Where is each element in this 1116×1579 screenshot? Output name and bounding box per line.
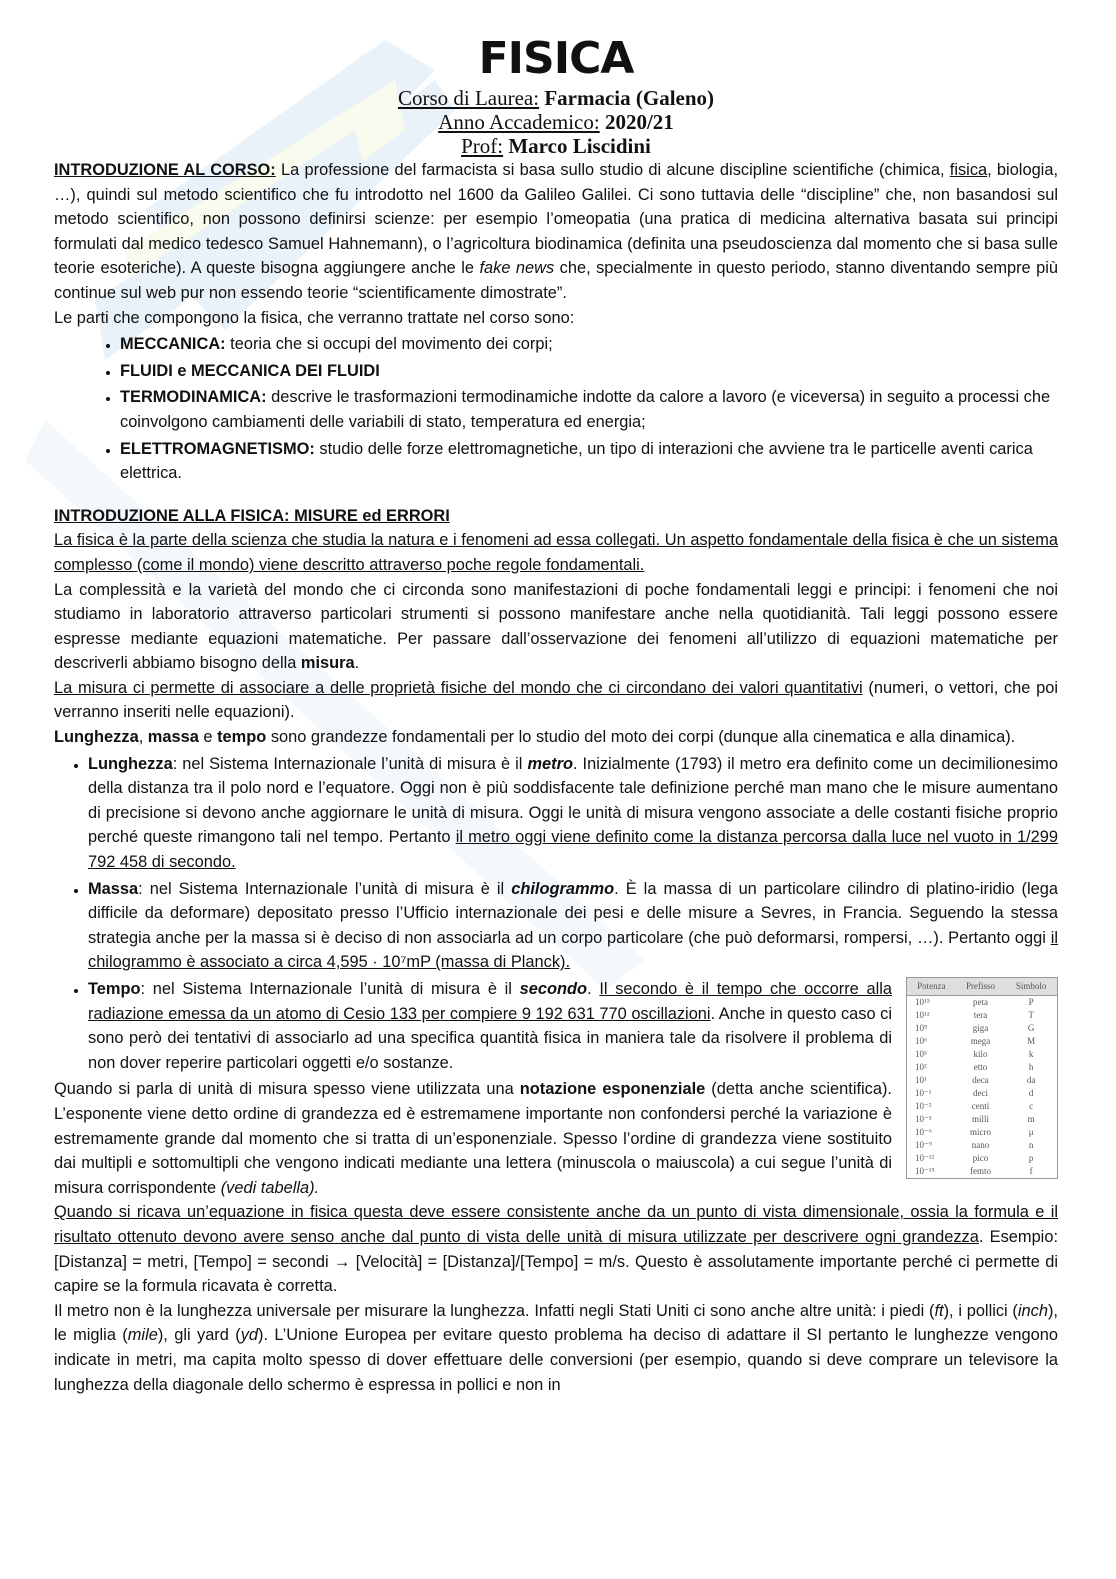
table-row xyxy=(907,1126,1057,1139)
table-cell: 10⁻¹² xyxy=(915,1153,935,1163)
tempo-term: tempo xyxy=(217,728,267,747)
page-title: FISICA xyxy=(478,33,634,84)
see-table-text: (vedi tabella). xyxy=(220,1178,320,1197)
list-item: • Tempo: nel Sistema Internazionale l’unità di misura è il secondo. Il secondo è il tempo che occorre alla radiazione emessa da un atomo di Cesio 133 per compiere 9 192 631 770 oscillazioni. Anche in questo caso ci sono però dei tentativi di associarlo ad una specifica quantità fisica in maniera tale da risolvere il problema di non dover reperire particolari oggetti e/o sostanze. xyxy=(88,977,1058,1075)
table-cell: 10³ xyxy=(915,1049,927,1059)
measurement-underlined: La misura ci permette di associare a delle proprietà fisiche del mondo che ci circondano dei valori quantitativi xyxy=(54,678,863,697)
document-page xyxy=(54,30,1058,1397)
yd-unit: yd xyxy=(240,1326,259,1345)
list-item xyxy=(120,359,1058,384)
table-cell: peta xyxy=(972,997,988,1007)
length-text: : nel Sistema Internazionale l’unità di misura è il xyxy=(172,754,528,773)
table-row xyxy=(907,996,1057,1010)
table-cell: d xyxy=(1028,1088,1034,1098)
table-cell: m xyxy=(1027,1114,1035,1124)
table-cell: deca xyxy=(972,1075,989,1085)
bullet-text: teoria che si occupi del movimento dei corpi; xyxy=(225,335,553,354)
table-cell: kilo xyxy=(973,1049,988,1059)
list-item xyxy=(120,437,1058,486)
table-cell: 10⁻¹⁵ xyxy=(915,1166,935,1176)
secondo-term: secondo xyxy=(519,980,588,998)
units-text-a: Il metro non è la lunghezza universale per misurare la lunghezza. Infatti negli Stati Uniti ci sono anche altre unità: i piedi ( xyxy=(54,1301,935,1320)
list-item xyxy=(88,752,1058,875)
table-cell: 10⁻⁹ xyxy=(915,1140,932,1150)
table-row xyxy=(907,1139,1057,1152)
table-row xyxy=(907,1035,1057,1048)
table-cell: giga xyxy=(972,1023,989,1033)
table-cell: milli xyxy=(971,1114,989,1124)
ft-unit: ft xyxy=(934,1301,944,1320)
table-body xyxy=(907,996,1057,1179)
time-term: Tempo xyxy=(88,980,141,998)
quantities-text: sono grandezze fondamentali per lo studio del moto dei corpi (dunque alla cinematica e alla dinamica). xyxy=(266,728,1016,747)
bullet-term: FLUIDI e MECCANICA DEI FLUIDI xyxy=(120,361,380,380)
table-row xyxy=(907,1100,1057,1113)
dimensional-text: . Esempio: [Distanza] = metri, [Tempo] = secondi → [Velocità] = [Distanza]/[Tempo] = m/s. Questo è assolutamente importante perché ci permette di capire se la formula ricavata è corretta. xyxy=(54,1227,1058,1296)
kilogram-definition: il chilogrammo è associato a circa 4,595 · 10⁷mP (massa di Planck). xyxy=(88,928,1058,972)
table-cell: h xyxy=(1028,1062,1034,1072)
table-cell: tera xyxy=(973,1010,988,1020)
units-text-c: ), le miglia ( xyxy=(54,1301,1058,1345)
units-text-b: ), i pollici ( xyxy=(943,1301,1018,1320)
list-item xyxy=(120,332,1058,357)
bullet-text: studio delle forze elettromagnetiche, un tipo di interazioni che avviene tra le particelle aventi carica elettrica. xyxy=(120,439,1033,483)
intro-heading: INTRODUZIONE AL CORSO: xyxy=(54,161,276,179)
units-conversion-paragraph xyxy=(54,1299,1058,1397)
mile-unit: mile xyxy=(127,1326,158,1345)
course-line xyxy=(54,86,1058,110)
table-header-row xyxy=(907,978,1057,996)
table-cell: 10⁻⁶ xyxy=(915,1127,932,1137)
table-header-potenza: Potenza xyxy=(907,978,956,996)
table-cell: 10⁹ xyxy=(915,1023,928,1033)
notation-term: notazione esponenziale xyxy=(519,1080,706,1099)
misura-term: misura xyxy=(300,654,355,673)
section-heading: INTRODUZIONE ALLA FISICA: MISURE ed ERRORI xyxy=(54,506,450,525)
bullet-term: ELETTROMAGNETISMO: xyxy=(120,439,315,458)
table-cell: c xyxy=(1029,1101,1034,1111)
list-item xyxy=(120,385,1058,434)
table-cell: da xyxy=(1026,1075,1036,1085)
units-text-d: ), gli yard ( xyxy=(157,1326,241,1345)
table-row xyxy=(907,1113,1057,1126)
bullet-text: descrive le trasformazioni termodinamiche indotte da calore a lavoro (e viceversa) in seguito a processi che coinvolgono cambiamenti delle variabili di stato, temperatura ed energia; xyxy=(120,388,1051,431)
table-cell: nano xyxy=(971,1140,990,1150)
table-header-simbolo: Simbolo xyxy=(1005,978,1057,996)
table-cell: 10⁻¹ xyxy=(915,1088,932,1098)
physics-definition: La fisica è la parte della scienza che studia la natura e i fenomeni ad essa collegati. Un aspetto fondamentale della fisica è che un sistema complesso (come il mondo) viene descritto attraverso poche regole fondamentali. xyxy=(54,531,1058,574)
table-cell: M xyxy=(1027,1036,1036,1046)
mass-text-2: . È la massa di un particolare cilindro di platino-iridio (lega difficile da deformare) depositato presso l’Ufficio internazionale dei pesi e delle misure a Sevres, in Francia. Seguendo la stessa strategia anche per la massa si è deciso di non associarla ad un corpo particolare (che può deformarsi, rompersi, …). Pertanto oggi xyxy=(88,879,1058,947)
year-label: Anno Accademico: xyxy=(438,110,600,134)
table-row xyxy=(907,1009,1057,1022)
table-cell: centi xyxy=(971,1101,990,1111)
table-cell: μ xyxy=(1028,1127,1034,1137)
table-row xyxy=(907,1165,1057,1178)
table-cell: etto xyxy=(973,1062,988,1072)
fisica-link-text: fisica xyxy=(949,161,988,179)
chilogrammo-term: chilogrammo xyxy=(511,879,615,898)
mass-text: : nel Sistema Internazionale l’unità di misura è il xyxy=(138,879,512,898)
table-cell: 10¹ xyxy=(915,1075,927,1085)
table-row xyxy=(907,1087,1057,1100)
table-cell: P xyxy=(1028,997,1034,1007)
table-cell: 10⁻² xyxy=(915,1101,932,1111)
table-cell: f xyxy=(1029,1166,1033,1176)
year-line xyxy=(54,110,1058,134)
metro-term: metro xyxy=(527,754,573,773)
time-text: : nel Sistema Internazionale l’unità di misura è il xyxy=(140,980,520,998)
complexity-paragraph: La complessità e la varietà del mondo che ci circonda sono manifestazioni di poche fondamentali leggi e principi: i fenomeni che noi studiamo in laboratorio attraverso particolari strumenti si possono manifestare anche nella quotidianità. Tali leggi possono essere espresse mediante equazioni matematiche. Per passare dall’osservazione dei fenomeni all’utilizzo di equazioni matematiche per descriverli abbiamo bisogno della misura. xyxy=(54,580,1058,673)
meter-definition: il metro oggi viene definito come la distanza percorsa dalla luce nel vuoto in 1/299 792 458 di secondo. xyxy=(88,828,1058,872)
length-text-2: . Inizialmente (1793) il metro era definito come un decimilionesimo della distanza tra il polo nord e l’equatore. Oggi non è più soddisfacente tale definizione perché man mano che le misure aumentano di precisione si devono anche aggiornare le unità di misura. Oggi le unità di misura vengono associate a delle costanti fisiche proprio perché queste rimangono tali nel tempo. Pertanto xyxy=(88,754,1058,847)
academic-year: 2020/21 xyxy=(604,110,674,134)
complexity-text: La complessità e la varietà del mondo che ci circonda sono manifestazioni di poche fondamentali leggi e principi: i fenomeni che noi studiamo in laboratorio attraverso particolari strumenti si possono manifestare anche nella quotidianità. Tali leggi possono essere espresse mediante equazioni matematiche. Per passare dall’osservazione dei fenomeni all’utilizzo di equazioni matematiche per descriverli abbiamo bisogno della xyxy=(54,580,1058,673)
dimensional-paragraph xyxy=(54,1200,1058,1298)
table-row xyxy=(907,1061,1057,1074)
second-definition: Il secondo è il tempo che occorre alla radiazione emessa da un atomo di Cesio 133 per compiere 9 192 631 770 oscillazioni xyxy=(88,980,892,1023)
units-text-e: ). L’Unione Europea per evitare questo problema ha deciso di adattare il SI pertanto le lunghezze vengono indicate in metri, ma capita molto spesso di dover effettuare delle conversioni (per esempio, quando si deve comprare un televisore la lunghezza della diagonale dello schermo è espressa in pollici e non in xyxy=(54,1326,1058,1394)
table-cell: p xyxy=(1028,1153,1034,1163)
inch-unit: inch xyxy=(1017,1301,1048,1320)
table-cell: pico xyxy=(972,1153,989,1163)
lunghezza-term: Lunghezza xyxy=(54,728,139,747)
dimensional-underlined: Quando si ricava un’equazione in fisica questa deve essere consistente anche da un punto di vista dimensionale, ossia la formula e il risultato ottenuto devono avere senso anche dal punto di vista delle unità di misura utilizzate per descrivere ogni grandezza xyxy=(54,1203,1058,1246)
table-cell: G xyxy=(1027,1023,1035,1033)
prefix-table xyxy=(907,978,1057,1178)
measurement-text: (numeri, o vettori, che poi verranno inseriti nelle equazioni). xyxy=(54,678,1058,722)
table-row xyxy=(907,1152,1057,1165)
units-list xyxy=(54,752,1058,975)
table-cell: 10¹² xyxy=(915,1010,930,1020)
bullet-term: MECCANICA: xyxy=(120,335,226,354)
time-text-2: . Anche in questo caso ci sono però dei tentativi di associarlo ad una specifica quantità fisica in maniera tale da risolvere il problema di non dover reperire particolari oggetti e/o sostanze. xyxy=(88,1004,892,1072)
table-cell: k xyxy=(1028,1049,1034,1059)
notation-text-2: (detta anche scientifica). L’esponente viene detto ordine di grandezza ed è estremamene importante non confondersi perché la variazione è estremamente grande dal momento che si tratta di un’esponenziale. Spesso l’ordine di grandezza viene sostituito dai multipli e sottomultipli che vengono indicati mediante una lettera (minuscola o maiuscola) a cui segue l’unità di misura corrispondente xyxy=(54,1080,892,1197)
table-cell: n xyxy=(1028,1140,1034,1150)
length-term: Lunghezza xyxy=(88,754,173,773)
course-name: Farmacia (Galeno) xyxy=(544,86,715,110)
table-cell: femto xyxy=(969,1166,991,1176)
table-row xyxy=(907,1048,1057,1061)
massa-term: massa xyxy=(147,728,199,747)
intro-text-1: La professione del farmacista si basa sullo studio di alcune discipline scientifiche (chimica, xyxy=(275,161,950,179)
intro-text-2: , biologia, …), quindi sul metodo scientifico che fu introdotto nel 1600 da Galileo Galilei. Ci sono tuttavia delle “discipline” che, non basandosi sul metodo scientifico, non possono definirsi scienze: per esempio l’omeopatia (una pratica di medicina alternativa basata sui principi formulati dal medico tedesco Samuel Hahnemann), o l’agricoltura biodinamica (definita una pseudoscienza dal momento che si basa sulle teorie esoteriche). A queste bisogna aggiungere anche le xyxy=(54,161,1058,278)
professor-name: Marco Liscidini xyxy=(508,134,651,158)
list-item xyxy=(88,877,1058,975)
table-cell: 10¹⁵ xyxy=(915,997,930,1007)
table-cell: 10² xyxy=(915,1062,927,1072)
table-cell: 10⁻³ xyxy=(915,1114,932,1124)
table-row xyxy=(907,1074,1057,1087)
fake-news-term: fake news xyxy=(479,259,555,278)
table-cell: T xyxy=(1028,1010,1034,1020)
course-label: Corso di Laurea: xyxy=(397,86,540,110)
table-cell: mega xyxy=(970,1036,991,1046)
prefix-table-container xyxy=(906,977,1058,1179)
professor-line xyxy=(54,134,1058,158)
intro-paragraph xyxy=(54,158,1058,306)
table-header-prefisso: Prefisso xyxy=(956,978,1005,996)
fundamental-quantities: Lunghezza, massa e tempo sono grandezze fondamentali per lo studio del moto dei corpi (dunque alla cinematica e alla dinamica). xyxy=(54,728,1016,747)
professor-label: Prof: xyxy=(461,134,504,158)
bullet-term: TERMODINAMICA: xyxy=(120,388,267,407)
table-cell: deci xyxy=(972,1088,988,1098)
measurement-paragraph xyxy=(54,676,1058,725)
table-cell: micro xyxy=(969,1127,991,1137)
intro-text-3: che, specialmente in questo periodo, stanno diventando sempre più continue sul web pur non essendo teorie “scientificamente dimostrate”. xyxy=(54,259,1058,302)
mass-term: Massa xyxy=(88,879,139,898)
parts-list xyxy=(54,332,1058,486)
notation-text: Quando si parla di unità di misura spesso viene utilizzata una xyxy=(54,1080,520,1099)
table-cell: 10⁶ xyxy=(915,1036,928,1046)
table-row xyxy=(907,1022,1057,1035)
parts-intro: Le parti che compongono la fisica, che verranno trattate nel corso sono: xyxy=(54,308,575,327)
